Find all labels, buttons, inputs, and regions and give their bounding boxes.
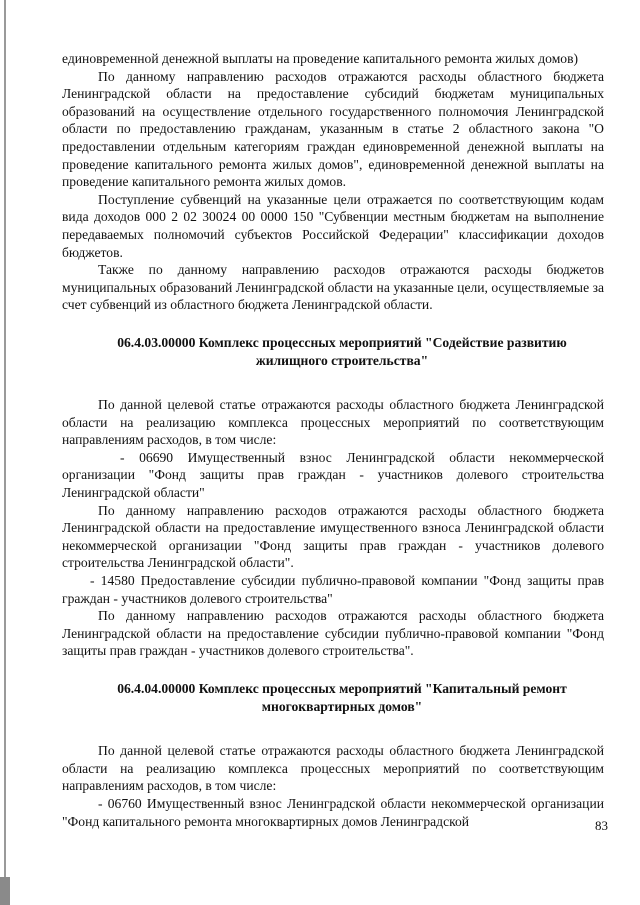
list-item: - 14580 Предоставление субсидии публично-правовой компании "Фонд защиты прав граждан - участников долевого строительства": [62, 573, 604, 606]
paragraph: По данному направлению расходов отражаются расходы областного бюджета Ленинградской области на предоставление субсидий бюджетам муниципальных образований на осуществление отдельного государственного полномочия Ленинградской области по предоставлению гражданам, указанным в статье 2 областного закона "О предоставлении отдельным категориям граждан единовременной денежной выплаты на проведение капитального ремонта жилых домов", единовременной денежной выплаты на проведение капитального ремонта жилых домов.: [62, 68, 604, 190]
section-heading: 06.4.04.00000 Комплекс процессных мероприятий "Капитальный ремонт многоквартирных домов": [117, 681, 567, 714]
scan-edge: [4, 0, 6, 905]
list-item-description: По данному направлению расходов отражаются расходы областного бюджета Ленинградской области на предоставление имущественного взноса Ленинградской области некоммерческой организации "Фонд защиты прав граждан - участников долевого строительства Ленинградской области".: [62, 502, 604, 571]
list-item-description: По данному направлению расходов отражаются расходы областного бюджета Ленинградской области на предоставление субсидии публично-правовой компании "Фонд защиты прав граждан - участников долевого строительства".: [62, 608, 604, 659]
section-heading: 06.4.03.00000 Комплекс процессных мероприятий "Содействие развитию жилищного строительства": [117, 334, 567, 368]
section-intro: По данной целевой статье отражаются расходы областного бюджета Ленинградской области на реализацию комплекса процессных мероприятий по соответствующим направлениям расходов, в том числе:: [62, 743, 604, 794]
scan-corner-mark: [0, 877, 10, 905]
paragraph: Поступление субвенций на указанные цели отражается по соответствующим кодам вида доходов 000 2 02 30024 00 0000 150 "Субвенции местным бюджетам на выполнение передаваемых полномочий субъектов Российской Федерации" классификации доходов бюджетов.: [62, 191, 604, 260]
paragraph-continuation: единовременной денежной выплаты на проведение капитального ремонта жилых домов): [62, 51, 579, 66]
list-item: - 06760 Имущественный взнос Ленинградской области некоммерческой организации "Фонд капитального ремонта многоквартирных домов Ленинградской: [62, 795, 604, 829]
list-item: - 06690 Имущественный взнос Ленинградской области некоммерческой организации "Фонд защиты прав граждан - участников долевого строительства Ленинградской области": [62, 449, 604, 501]
section-intro: По данной целевой статье отражаются расходы областного бюджета Ленинградской области на реализацию комплекса процессных мероприятий по соответствующим направлениям расходов, в том числе:: [62, 397, 604, 448]
page-number: 83: [595, 818, 608, 833]
paragraph: Также по данному направлению расходов отражаются расходы бюджетов муниципальных образований Ленинградской области на указанные цели, осуществляемые за счет субвенций из областного бюджета Ленинградской области.: [62, 262, 604, 313]
